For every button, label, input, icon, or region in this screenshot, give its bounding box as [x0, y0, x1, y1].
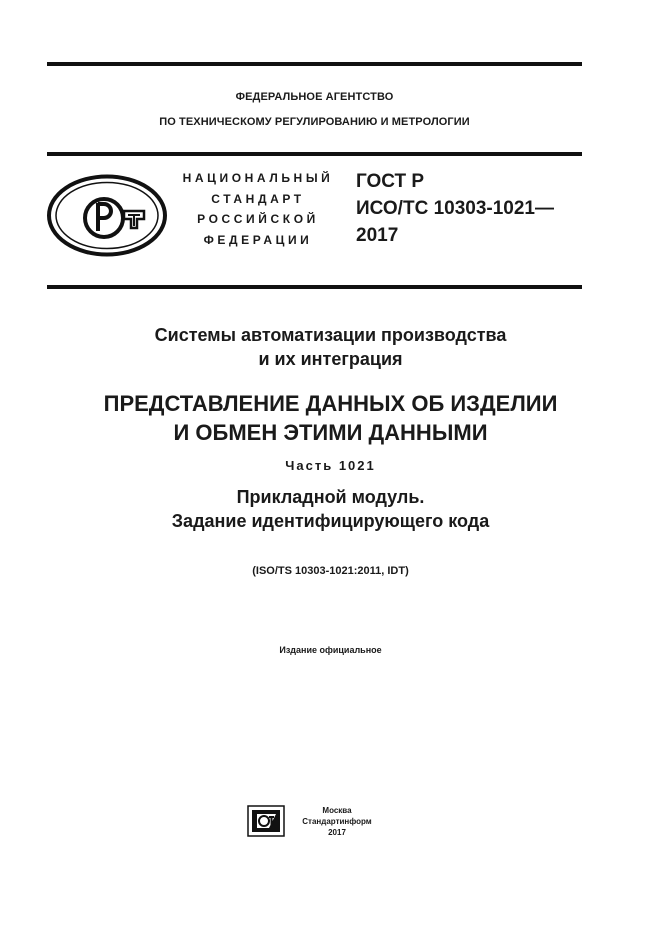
part-title [47, 485, 614, 533]
national-line-3: РОССИЙСКОЙ [197, 212, 319, 226]
subtitle-line-1: Системы автоматизации производства [154, 325, 507, 345]
edition-label: Издание официальное [279, 645, 382, 655]
publisher-city: Москва [322, 806, 352, 815]
title-line-1: ПРЕДСТАВЛЕНИЕ ДАННЫХ ОБ ИЗДЕЛИИ [103, 391, 558, 416]
national-line-1: НАЦИОНАЛЬНЫЙ [182, 171, 334, 185]
header-rule [47, 152, 582, 156]
subtitle [47, 323, 614, 371]
publisher-name: Стандартинформ [302, 817, 372, 826]
agency-line-1: ФЕДЕРАЛЬНОЕ АГЕНТСТВО [235, 91, 394, 103]
standard-designation [356, 168, 596, 249]
title-rule [47, 285, 582, 289]
top-rule [47, 62, 582, 66]
part-title-line-2: Задание идентифицирующего кода [171, 511, 490, 531]
part-number: Часть 1021 [285, 458, 376, 473]
iso-reference: (ISO/TS 10303-1021:2011, IDT) [252, 565, 409, 577]
national-standard-label [172, 168, 344, 250]
designation-line-3: 2017 [356, 225, 399, 246]
standartinform-logo-icon [247, 805, 285, 837]
national-line-4: ФЕДЕРАЦИИ [203, 232, 313, 247]
publisher-year: 2017 [328, 828, 346, 837]
document-title [47, 389, 614, 447]
designation-line-1: ГОСТ Р [356, 171, 425, 192]
rst-certification-logo-icon [46, 173, 170, 258]
part-title-line-1: Прикладной модуль. [236, 487, 425, 507]
publisher-info [292, 805, 382, 838]
designation-line-2: ИСО/ТС 10303-1021— [356, 198, 554, 219]
subtitle-line-2: и их интеграция [258, 349, 403, 369]
national-line-2: СТАНДАРТ [211, 191, 305, 206]
agency-line-2: ПО ТЕХНИЧЕСКОМУ РЕГУЛИРОВАНИЮ И МЕТРОЛОГИИ [159, 116, 470, 128]
title-line-2: И ОБМЕН ЭТИМИ ДАННЫМИ [173, 420, 488, 445]
